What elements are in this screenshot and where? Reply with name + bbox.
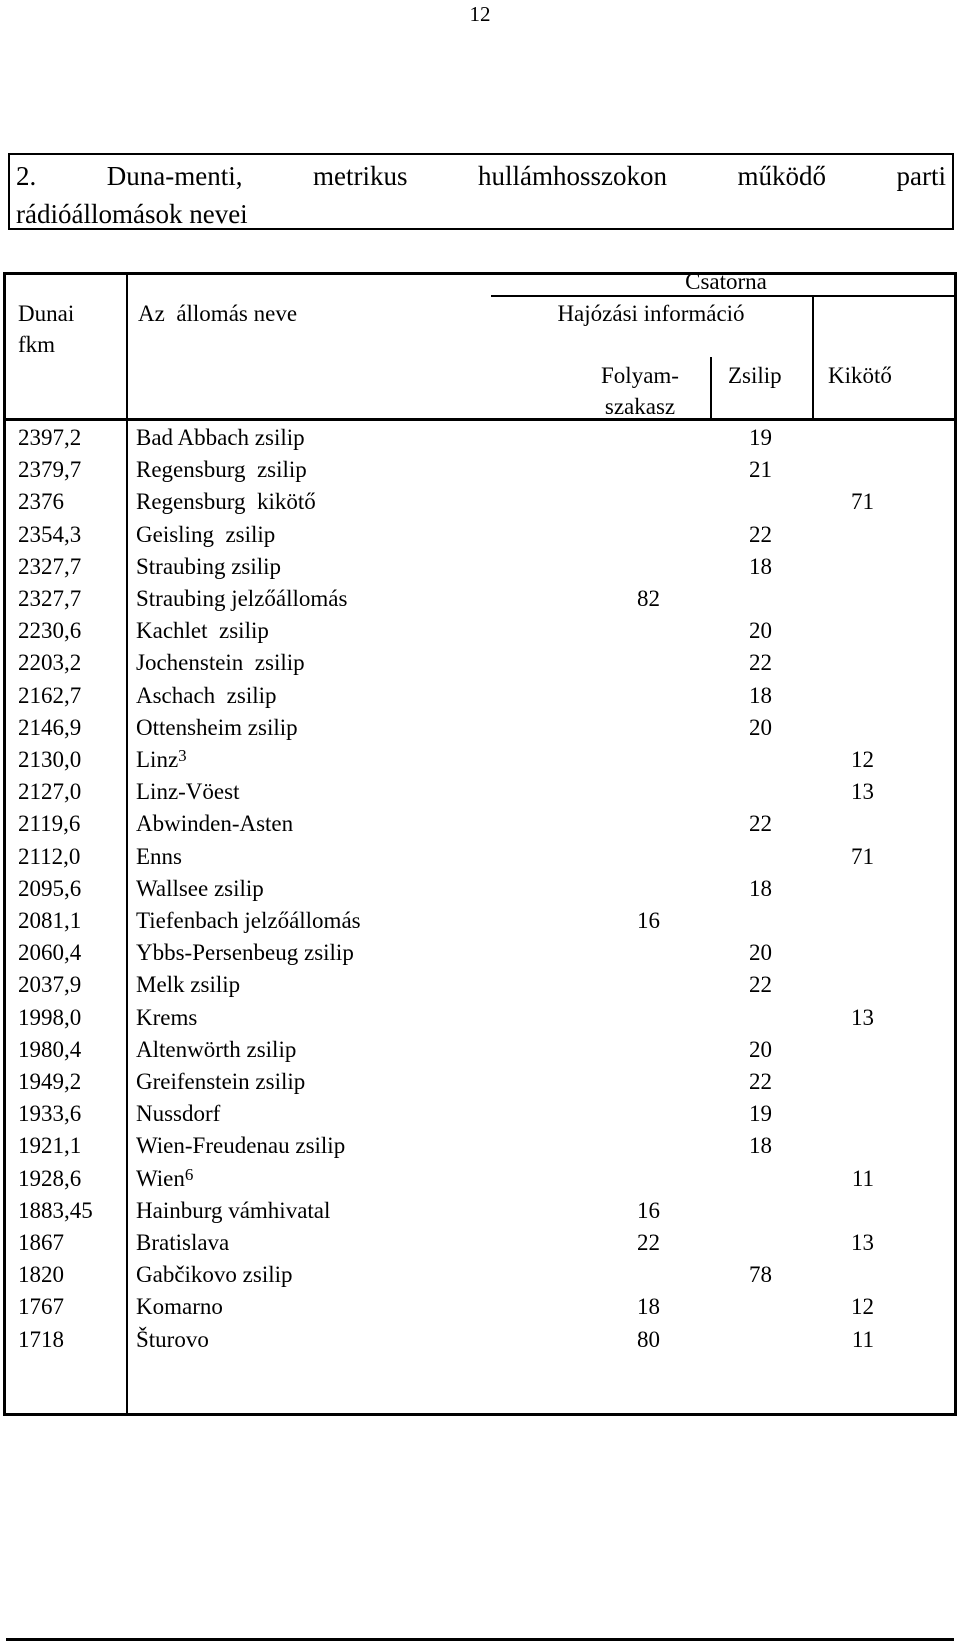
row-station-name bbox=[136, 1101, 220, 1127]
row-lock-value: 20 bbox=[749, 1036, 772, 1062]
station-name-text: Hainburg vámhivatal bbox=[136, 1197, 331, 1223]
heading-word: hullámhosszokon bbox=[477, 161, 667, 191]
row-station-name bbox=[136, 1037, 296, 1063]
heading-word: parti bbox=[896, 161, 946, 191]
station-name-text: Regensburg kikötő bbox=[136, 489, 316, 515]
header-rule bbox=[491, 295, 954, 297]
row-port-value: 11 bbox=[851, 1165, 874, 1191]
station-name-text: Straubing zsilip bbox=[136, 553, 282, 579]
heading-word: metrikus bbox=[312, 161, 408, 191]
row-station-name bbox=[136, 940, 354, 966]
row-lock-value: 18 bbox=[749, 1133, 772, 1159]
row-fkm: 2162,7 bbox=[18, 682, 82, 708]
row-segment-value: 18 bbox=[637, 1294, 660, 1320]
row-lock-value: 22 bbox=[749, 521, 772, 547]
column-divider bbox=[126, 275, 128, 1413]
row-fkm: 2354,3 bbox=[18, 521, 82, 547]
page-number: 12 bbox=[469, 2, 491, 26]
header-segment-line1: Folyam- bbox=[601, 363, 679, 388]
heading-word: működő bbox=[737, 161, 826, 191]
row-fkm: 1928,6 bbox=[18, 1165, 82, 1191]
row-fkm: 2379,7 bbox=[18, 457, 82, 483]
heading-number: 2. bbox=[16, 161, 37, 191]
header-fkm bbox=[18, 301, 74, 358]
column-divider bbox=[710, 357, 712, 419]
row-station-name bbox=[136, 1133, 345, 1159]
row-fkm: 2146,9 bbox=[18, 714, 82, 740]
row-lock-value: 18 bbox=[749, 875, 772, 901]
row-station-name bbox=[136, 425, 305, 451]
station-name-text: Wallsee zsilip bbox=[136, 875, 264, 901]
footnote-marker: 6 bbox=[184, 1164, 194, 1184]
row-fkm: 1820 bbox=[18, 1262, 64, 1288]
station-name-text: Wien-Freudenau zsilip bbox=[136, 1133, 346, 1159]
row-port-value: 71 bbox=[851, 843, 874, 869]
station-table bbox=[3, 269, 957, 1416]
row-station-name bbox=[136, 554, 281, 580]
row-fkm: 1980,4 bbox=[18, 1036, 82, 1062]
row-lock-value: 20 bbox=[749, 714, 772, 740]
station-name-text: Kachlet zsilip bbox=[136, 618, 269, 644]
row-station-name bbox=[136, 908, 361, 934]
row-station-name bbox=[136, 1069, 305, 1095]
row-fkm: 2327,7 bbox=[18, 553, 82, 579]
header-river-segment bbox=[580, 363, 700, 420]
station-name-text: Nussdorf bbox=[136, 1101, 221, 1127]
row-fkm: 1949,2 bbox=[18, 1069, 82, 1094]
row-fkm: 1883,45 bbox=[18, 1197, 93, 1223]
row-lock-value: 19 bbox=[749, 425, 772, 450]
column-divider bbox=[812, 295, 814, 419]
row-port-value: 12 bbox=[851, 1294, 874, 1320]
station-name-text: Tiefenbach jelzőállomás bbox=[136, 908, 361, 933]
row-port-value: 11 bbox=[851, 1326, 874, 1352]
row-port-value: 71 bbox=[851, 489, 874, 515]
row-station-name bbox=[136, 1294, 223, 1320]
row-lock-value: 20 bbox=[749, 618, 772, 644]
bottom-rule bbox=[6, 1638, 954, 1641]
heading-line-2: rádióállomások nevei bbox=[16, 199, 248, 229]
header-fkm-line1: Dunai bbox=[18, 301, 75, 326]
station-name-text: Wien bbox=[136, 1165, 185, 1191]
row-station-name bbox=[136, 1230, 229, 1256]
row-segment-value: 16 bbox=[637, 908, 660, 933]
row-fkm: 2230,6 bbox=[18, 618, 82, 644]
row-station-name bbox=[136, 683, 277, 709]
row-lock-value: 22 bbox=[749, 811, 772, 837]
row-station-name bbox=[136, 844, 182, 870]
header-channel: Csatorna bbox=[685, 269, 767, 294]
row-station-name bbox=[136, 972, 240, 998]
row-fkm: 1767 bbox=[18, 1294, 64, 1320]
station-name-text: Linz bbox=[136, 747, 179, 772]
row-lock-value: 18 bbox=[749, 553, 772, 579]
row-station-name bbox=[136, 457, 307, 483]
row-station-name bbox=[136, 1198, 330, 1224]
station-name-text: Straubing jelzőállomás bbox=[136, 586, 348, 611]
station-name-text: Bad Abbach zsilip bbox=[136, 425, 305, 450]
row-fkm: 1998,0 bbox=[18, 1004, 82, 1030]
row-lock-value: 21 bbox=[749, 457, 772, 483]
row-segment-value: 82 bbox=[637, 586, 660, 611]
header-segment-line2: szakasz bbox=[604, 394, 676, 419]
row-lock-value: 18 bbox=[749, 682, 772, 708]
row-segment-value: 16 bbox=[637, 1197, 660, 1223]
row-fkm: 2376 bbox=[18, 489, 64, 515]
row-lock-value: 20 bbox=[749, 940, 772, 966]
station-name-text: Greifenstein zsilip bbox=[136, 1069, 306, 1094]
row-port-value: 13 bbox=[851, 779, 874, 805]
row-station-name bbox=[136, 779, 239, 805]
station-name-text: Altenwörth zsilip bbox=[136, 1036, 297, 1062]
row-lock-value: 19 bbox=[749, 1101, 772, 1127]
station-name-text: Komarno bbox=[136, 1294, 223, 1320]
section-heading bbox=[8, 153, 954, 230]
row-station-name bbox=[136, 1262, 293, 1288]
row-fkm: 2397,2 bbox=[18, 425, 82, 450]
row-fkm: 2127,0 bbox=[18, 779, 82, 805]
station-name-text: Jochenstein zsilip bbox=[136, 650, 305, 676]
station-name-text: Ybbs-Persenbeug zsilip bbox=[136, 940, 354, 966]
header-bottom-rule bbox=[6, 418, 954, 421]
station-name-text: Enns bbox=[136, 843, 182, 869]
row-fkm: 1921,1 bbox=[18, 1133, 82, 1159]
row-lock-value: 22 bbox=[749, 972, 772, 998]
row-fkm: 2112,0 bbox=[18, 843, 81, 869]
row-fkm: 2327,7 bbox=[18, 586, 82, 611]
station-name-text: Ottensheim zsilip bbox=[136, 714, 298, 740]
row-station-name bbox=[136, 1166, 193, 1192]
row-station-name bbox=[136, 715, 298, 741]
row-station-name bbox=[136, 876, 264, 902]
station-name-text: Aschach zsilip bbox=[136, 682, 277, 708]
row-fkm: 2095,6 bbox=[18, 875, 82, 901]
station-name-text: Melk zsilip bbox=[136, 972, 241, 998]
row-station-name bbox=[136, 618, 269, 644]
station-name-text: Gabčikovo zsilip bbox=[136, 1262, 293, 1288]
station-name-text: Regensburg zsilip bbox=[136, 457, 307, 483]
row-port-value: 13 bbox=[851, 1230, 874, 1255]
row-station-name bbox=[136, 747, 187, 773]
row-station-name bbox=[136, 650, 305, 676]
header-fkm-line2: fkm bbox=[18, 332, 56, 357]
row-station-name bbox=[136, 522, 275, 548]
heading-line-1 bbox=[16, 157, 952, 195]
row-fkm: 2130,0 bbox=[18, 747, 82, 772]
row-station-name bbox=[136, 811, 293, 837]
row-station-name bbox=[136, 489, 316, 515]
row-fkm: 2060,4 bbox=[18, 940, 82, 966]
station-name-text: Abwinden-Asten bbox=[136, 811, 294, 837]
station-name-text: Šturovo bbox=[136, 1326, 209, 1352]
row-fkm: 2119,6 bbox=[18, 811, 81, 837]
row-port-value: 12 bbox=[851, 747, 874, 772]
row-fkm: 2037,9 bbox=[18, 972, 82, 998]
row-station-name bbox=[136, 1327, 209, 1353]
row-lock-value: 22 bbox=[749, 650, 772, 676]
row-segment-value: 80 bbox=[637, 1326, 660, 1352]
row-lock-value: 22 bbox=[749, 1069, 772, 1094]
station-name-text: Krems bbox=[136, 1004, 198, 1030]
row-fkm: 2203,2 bbox=[18, 650, 82, 676]
row-station-name bbox=[136, 586, 347, 612]
header-station-name: Az állomás neve bbox=[138, 301, 298, 326]
station-name-text: Linz-Vöest bbox=[136, 779, 240, 805]
header-port: Kikötő bbox=[828, 363, 892, 388]
row-fkm: 1718 bbox=[18, 1326, 64, 1352]
row-port-value: 13 bbox=[851, 1004, 874, 1030]
row-fkm: 2081,1 bbox=[18, 908, 82, 933]
header-lock: Zsilip bbox=[728, 363, 782, 388]
row-segment-value: 22 bbox=[637, 1230, 660, 1255]
row-fkm: 1933,6 bbox=[18, 1101, 82, 1127]
station-name-text: Geisling zsilip bbox=[136, 521, 276, 547]
row-lock-value: 78 bbox=[749, 1262, 772, 1288]
station-name-text: Bratislava bbox=[136, 1230, 230, 1255]
heading-word: Duna-menti, bbox=[106, 161, 243, 191]
footnote-marker: 3 bbox=[178, 746, 187, 765]
row-fkm: 1867 bbox=[18, 1230, 64, 1255]
row-station-name bbox=[136, 1005, 197, 1031]
header-nav-info: Hajózási információ bbox=[557, 301, 745, 326]
